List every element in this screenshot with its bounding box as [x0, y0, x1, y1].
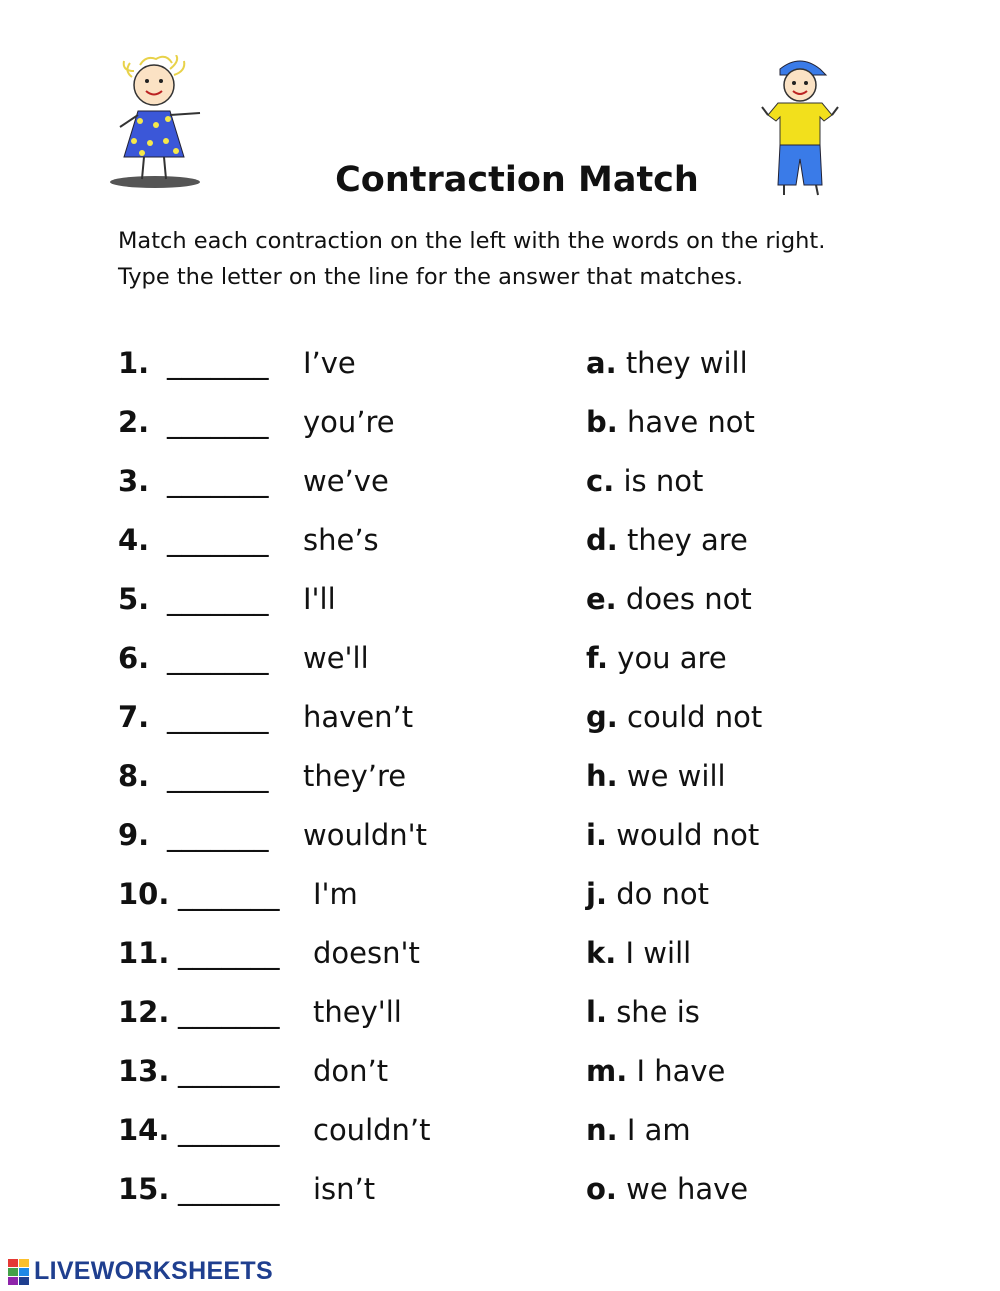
- contraction-word: you’re: [303, 405, 395, 439]
- contraction-word: I’ve: [303, 346, 356, 380]
- answer-option: [586, 1113, 691, 1147]
- instruction-line-2: Type the letter on the line for the answer that matches.: [118, 264, 744, 290]
- match-row: [0, 464, 1000, 514]
- contraction-word: couldn’t: [313, 1113, 431, 1147]
- answer-option: [586, 1054, 725, 1088]
- answer-blank[interactable]: _______: [178, 936, 280, 970]
- answer-letter: a.: [586, 346, 617, 380]
- answer-letter: c.: [586, 464, 615, 498]
- match-row: [0, 1113, 1000, 1163]
- match-row: [0, 936, 1000, 986]
- contraction-word: they'll: [313, 995, 402, 1029]
- match-row: [0, 523, 1000, 573]
- answer-option: [586, 405, 755, 439]
- answer-text: they will: [625, 346, 748, 380]
- answer-letter: l.: [586, 995, 607, 1029]
- answer-option: [586, 641, 727, 675]
- question-number: 7.: [118, 700, 150, 734]
- instruction-line-1: Match each contraction on the left with the words on the right.: [118, 228, 826, 254]
- question-number: 12.: [118, 995, 170, 1029]
- answer-blank[interactable]: _______: [178, 1113, 280, 1147]
- answer-text: I will: [625, 936, 692, 970]
- contraction-word: they’re: [303, 759, 407, 793]
- match-row: [0, 759, 1000, 809]
- liveworksheets-logo-text: LIVEWORKSHEETS: [34, 1257, 273, 1285]
- match-row: [0, 346, 1000, 396]
- answer-letter: e.: [586, 582, 617, 616]
- question-number: 8.: [118, 759, 150, 793]
- answer-blank[interactable]: _______: [167, 818, 269, 852]
- answer-blank[interactable]: _______: [178, 877, 280, 911]
- match-row: [0, 1172, 1000, 1222]
- worksheet-title: Contraction Match: [335, 160, 699, 200]
- question-number: 11.: [118, 936, 170, 970]
- answer-letter: o.: [586, 1172, 617, 1206]
- question-number: 1.: [118, 346, 150, 380]
- question-number: 6.: [118, 641, 150, 675]
- answer-option: [586, 346, 748, 380]
- answer-text: would not: [616, 818, 760, 852]
- question-number: 15.: [118, 1172, 170, 1206]
- answer-option: [586, 1172, 748, 1206]
- contraction-word: wouldn't: [303, 818, 428, 852]
- answer-text: she is: [616, 995, 700, 1029]
- match-row: [0, 818, 1000, 868]
- match-row: [0, 1054, 1000, 1104]
- answer-text: could not: [627, 700, 763, 734]
- answer-blank[interactable]: _______: [167, 582, 269, 616]
- contraction-word: I'll: [303, 582, 336, 616]
- answer-option: [586, 936, 691, 970]
- answer-blank[interactable]: _______: [167, 346, 269, 380]
- answer-blank[interactable]: _______: [178, 995, 280, 1029]
- contraction-word: I'm: [313, 877, 358, 911]
- answer-option: [586, 523, 748, 557]
- answer-option: [586, 759, 726, 793]
- answer-text: we have: [626, 1172, 749, 1206]
- answer-letter: j.: [586, 877, 607, 911]
- match-row: [0, 641, 1000, 691]
- answer-blank[interactable]: _______: [167, 641, 269, 675]
- match-row: [0, 995, 1000, 1045]
- contraction-word: she’s: [303, 523, 379, 557]
- answer-text: is not: [623, 464, 704, 498]
- answer-blank[interactable]: _______: [167, 700, 269, 734]
- answer-text: I am: [626, 1113, 691, 1147]
- question-number: 4.: [118, 523, 150, 557]
- contraction-word: haven’t: [303, 700, 414, 734]
- match-row: [0, 582, 1000, 632]
- contraction-word: doesn't: [313, 936, 420, 970]
- question-number: 13.: [118, 1054, 170, 1088]
- answer-option: [586, 877, 709, 911]
- question-number: 9.: [118, 818, 150, 852]
- question-number: 5.: [118, 582, 150, 616]
- answer-blank[interactable]: _______: [167, 759, 269, 793]
- answer-option: [586, 464, 703, 498]
- answer-letter: d.: [586, 523, 618, 557]
- answer-option: [586, 582, 752, 616]
- match-row: [0, 405, 1000, 455]
- answer-text: do not: [616, 877, 710, 911]
- answer-text: have not: [627, 405, 755, 439]
- answer-letter: f.: [586, 641, 609, 675]
- answer-letter: b.: [586, 405, 618, 439]
- answer-letter: n.: [586, 1113, 618, 1147]
- answer-blank[interactable]: _______: [178, 1172, 280, 1206]
- match-row: [0, 877, 1000, 927]
- question-number: 14.: [118, 1113, 170, 1147]
- match-row: [0, 700, 1000, 750]
- answer-blank[interactable]: _______: [167, 464, 269, 498]
- question-number: 10.: [118, 877, 170, 911]
- contraction-word: we'll: [303, 641, 369, 675]
- answer-blank[interactable]: _______: [178, 1054, 280, 1088]
- answer-option: [586, 995, 700, 1029]
- answer-letter: g.: [586, 700, 618, 734]
- answer-text: you are: [617, 641, 727, 675]
- answer-text: does not: [625, 582, 752, 616]
- answer-text: we will: [626, 759, 726, 793]
- answer-blank[interactable]: _______: [167, 523, 269, 557]
- answer-blank[interactable]: _______: [167, 405, 269, 439]
- answer-text: I have: [636, 1054, 726, 1088]
- contraction-word: we’ve: [303, 464, 389, 498]
- answer-letter: m.: [586, 1054, 628, 1088]
- contraction-word: isn’t: [313, 1172, 376, 1206]
- answer-option: [586, 818, 759, 852]
- question-number: 3.: [118, 464, 150, 498]
- answer-letter: h.: [586, 759, 618, 793]
- question-number: 2.: [118, 405, 150, 439]
- contraction-word: don’t: [313, 1054, 389, 1088]
- answer-letter: i.: [586, 818, 607, 852]
- liveworksheets-logo-icon: [8, 1259, 30, 1287]
- answer-text: they are: [627, 523, 748, 557]
- answer-option: [586, 700, 762, 734]
- answer-letter: k.: [586, 936, 617, 970]
